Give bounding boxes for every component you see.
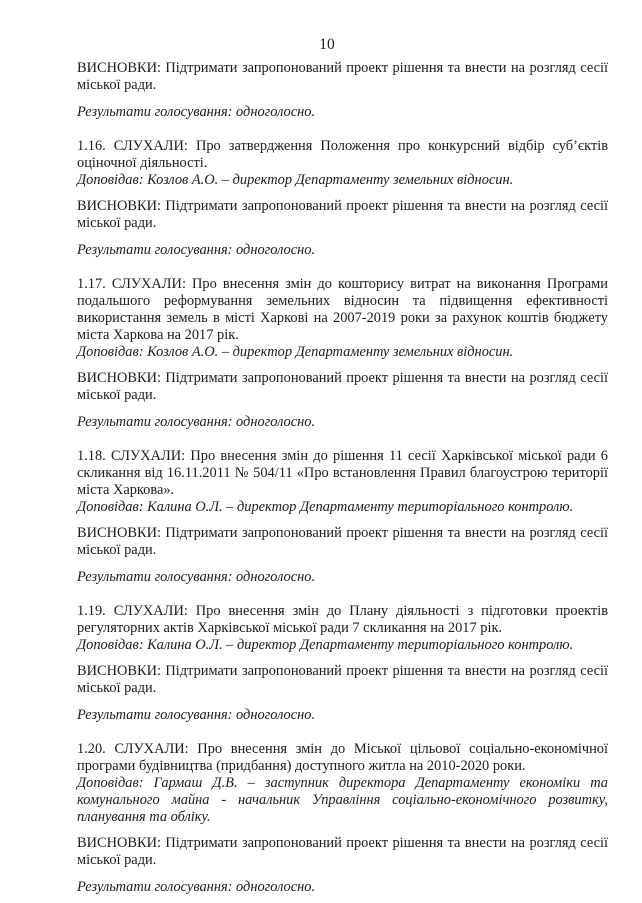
vote-result: Результати голосування: одноголосно. (77, 569, 316, 585)
agenda-item-1-16 (77, 138, 608, 259)
speaker-text: Доповідав: Козлов А.О. – директор Департаменту земельних відносин. (77, 344, 514, 360)
conclusion-text: ВИСНОВКИ: Підтримати запропонований проект рішення та внести на розгляд сесії міської ради. (77, 370, 608, 403)
heard-text: 1.17. СЛУХАЛИ: Про внесення змін до кошторису витрат на виконання Програми подальшого реформування земельних відносин та підвищення ефективності використання земель в місті Харкові на 2007-2019 роки за рахунок коштів бюджету міста Харкова на 2017 рік. (77, 276, 608, 343)
heard-text: 1.18. СЛУХАЛИ: Про внесення змін до рішення 11 сесії Харківської міської ради 6 скликання від 16.11.2011 № 504/11 «Про встановлення Правил благоустрою території міста Харкова». (77, 448, 608, 498)
conclusion-text: ВИСНОВКИ: Підтримати запропонований проект рішення та внести на розгляд сесії міської ради. (77, 198, 608, 231)
document-body (77, 60, 608, 896)
conclusion-text: ВИСНОВКИ: Підтримати запропонований проект рішення та внести на розгляд сесії міської ради. (77, 525, 608, 558)
heard-text: 1.19. СЛУХАЛИ: Про внесення змін до Плану діяльності з підготовки проектів регуляторних актів Харківської міської ради 7 скликання на 2017 рік. (77, 603, 608, 636)
speaker-text: Доповідав: Гармаш Д.В. – заступник директора Департаменту економіки та комунального майна - начальник Управління соціально-економічного розвитку, планування та обліку. (77, 775, 608, 825)
vote-result: Результати голосування: одноголосно. (77, 104, 316, 120)
agenda-item-1-17 (77, 276, 608, 431)
conclusion-text: ВИСНОВКИ: Підтримати запропонований проект рішення та внести на розгляд сесії міської ради. (77, 663, 608, 696)
page-number: 10 (319, 36, 335, 53)
agenda-item-1-18 (77, 448, 608, 586)
conclusion-text: ВИСНОВКИ: Підтримати запропонований проект рішення та внести на розгляд сесії міської ради. (77, 60, 608, 93)
conclusion-text: ВИСНОВКИ: Підтримати запропонований проект рішення та внести на розгляд сесії міської ради. (77, 835, 608, 868)
vote-result: Результати голосування: одноголосно. (77, 414, 316, 430)
heard-text: 1.16. СЛУХАЛИ: Про затвердження Положення про конкурсний відбір суб’єктів оціночної діяльності. (77, 138, 608, 171)
vote-result: Результати голосування: одноголосно. (77, 242, 316, 258)
heard-text: 1.20. СЛУХАЛИ: Про внесення змін до Міської цільової соціально-економічної програми будівництва (придбання) доступного житла на 2010-2020 роки. (77, 741, 608, 774)
vote-result: Результати голосування: одноголосно. (77, 707, 316, 723)
speaker-text: Доповідав: Козлов А.О. – директор Департаменту земельних відносин. (77, 172, 514, 188)
vote-result: Результати голосування: одноголосно. (77, 879, 316, 895)
speaker-text: Доповідав: Калина О.Л. – директор Департаменту територіального контролю. (77, 499, 574, 515)
agenda-item-1-20 (77, 741, 608, 896)
speaker-text: Доповідав: Калина О.Л. – директор Департаменту територіального контролю. (77, 637, 574, 653)
agenda-item-1-19 (77, 603, 608, 724)
